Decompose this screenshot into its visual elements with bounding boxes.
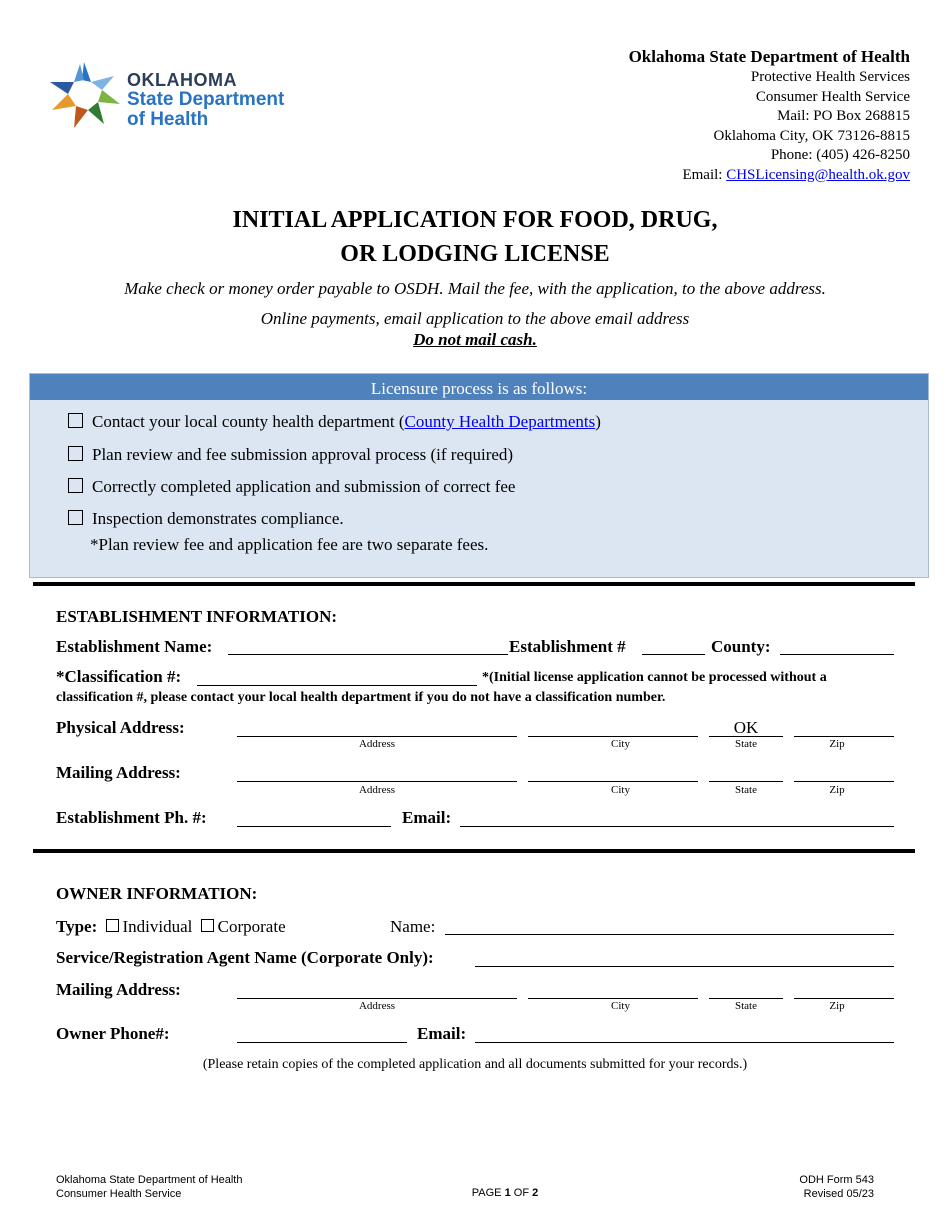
corporate-checkbox[interactable] [201, 919, 214, 932]
mailing-city-field[interactable] [528, 781, 698, 782]
mailing-address-field[interactable] [237, 781, 517, 782]
owner-type-row [56, 917, 286, 937]
logo-line-3: of Health [127, 109, 209, 130]
agency-name: Oklahoma State Department of Health [628, 47, 910, 66]
classification-label: *Classification #: [56, 667, 182, 686]
form-number: ODH Form 543 [799, 1174, 874, 1186]
page-of: OF [510, 1187, 533, 1199]
county-field[interactable] [780, 654, 894, 655]
mailing-zip-field[interactable] [794, 781, 894, 782]
corporate-option: Corporate [217, 917, 286, 936]
licensure-process-panel [29, 373, 929, 578]
establishment-phone-field[interactable] [237, 826, 391, 827]
establishment-email-field[interactable] [460, 826, 894, 827]
owner-state-field[interactable] [709, 998, 783, 999]
process-heading: Licensure process is as follows: [30, 374, 928, 400]
process-item-3 [68, 477, 515, 497]
caption-city: City [611, 1000, 630, 1012]
checkbox-icon[interactable] [68, 510, 83, 525]
owner-phone-field[interactable] [237, 1042, 407, 1043]
physical-state-value: OK [733, 718, 759, 737]
checkbox-icon[interactable] [68, 478, 83, 493]
establishment-heading: ESTABLISHMENT INFORMATION: [56, 607, 338, 626]
logo-wordmark [127, 70, 284, 130]
physical-state-field[interactable] [709, 736, 783, 737]
establishment-number-label: Establishment # [509, 637, 626, 656]
owner-email-label: Email: [417, 1024, 467, 1043]
footer-agency: Oklahoma State Department of Health [56, 1174, 243, 1186]
process-item-4 [68, 509, 344, 529]
caption-city: City [611, 784, 630, 796]
caption-zip: Zip [829, 784, 845, 796]
retain-copies-note: (Please retain copies of the completed application and all documents submitted for your records.) [202, 1057, 748, 1072]
physical-city-field[interactable] [528, 736, 698, 737]
email-line [629, 166, 910, 186]
process-item-4-text: Inspection demonstrates compliance. [92, 509, 344, 528]
classification-note-2: classification #, please contact your local health department if you do not have a classification number. [56, 690, 666, 705]
section-divider [33, 582, 915, 586]
caption-city: City [611, 738, 630, 750]
mailing-state-field[interactable] [709, 781, 783, 782]
caption-zip: Zip [829, 1000, 845, 1012]
owner-heading: OWNER INFORMATION: [56, 884, 258, 903]
footer-right [799, 1173, 874, 1201]
form-title-line-2: OR LODGING LICENSE [340, 241, 610, 267]
caption-address: Address [358, 784, 396, 796]
owner-name-field[interactable] [445, 934, 894, 935]
establishment-email-label: Email: [402, 808, 452, 827]
mail-line: Mail: PO Box 268815 [777, 108, 910, 124]
owner-address-field[interactable] [237, 998, 517, 999]
owner-city-field[interactable] [528, 998, 698, 999]
process-item-1-text: Contact your local county health department ( [92, 412, 405, 431]
page-current: 1 [504, 1187, 511, 1199]
owner-name-label: Name: [390, 917, 436, 936]
process-item-3-text: Correctly completed application and submission of correct fee [92, 477, 516, 496]
section-divider [33, 849, 915, 853]
logo-line-2: State Department [127, 89, 285, 110]
page-prefix: PAGE [471, 1187, 505, 1199]
osdh-logo-star-icon [44, 58, 124, 138]
division-line: Protective Health Services [750, 69, 910, 85]
email-label: Email: [682, 166, 727, 183]
process-item-1 [68, 412, 601, 432]
county-health-link[interactable]: County Health Departments [404, 412, 596, 431]
caption-address: Address [358, 738, 396, 750]
separate-fees-note: *Plan review fee and application fee are two separate fees. [90, 535, 489, 554]
establishment-name-label: Establishment Name: [56, 637, 213, 656]
owner-phone-label: Owner Phone#: [56, 1024, 170, 1043]
revision-date: Revised 05/23 [803, 1188, 874, 1200]
individual-checkbox[interactable] [106, 919, 119, 932]
classification-note-1: *(Initial license application cannot be processed without a [482, 670, 827, 685]
physical-address-label: Physical Address: [56, 718, 185, 737]
process-item-2-text: Plan review and fee submission approval process (if required) [92, 445, 514, 464]
establishment-phone-label: Establishment Ph. #: [56, 808, 207, 827]
establishment-number-field[interactable] [642, 654, 705, 655]
agent-name-label: Service/Registration Agent Name (Corporate Only): [56, 948, 434, 967]
online-instructions: Online payments, email application to the above email address [260, 309, 690, 328]
physical-address-field[interactable] [237, 736, 517, 737]
city-line: Oklahoma City, OK 73126-8815 [713, 127, 910, 144]
owner-type-label: Type: [56, 917, 98, 936]
checkbox-icon[interactable] [68, 446, 83, 461]
phone-line: Phone: (405) 426-8250 [770, 147, 910, 163]
logo-line-1: OKLAHOMA [127, 70, 237, 90]
no-cash-warning: Do not mail cash. [413, 330, 537, 349]
agency-contact-block [629, 46, 910, 185]
checkbox-icon[interactable] [68, 413, 83, 428]
caption-zip: Zip [829, 738, 845, 750]
service-line: Consumer Health Service [755, 88, 910, 105]
caption-state: State [735, 784, 757, 796]
mailing-address-label: Mailing Address: [56, 763, 181, 782]
owner-zip-field[interactable] [794, 998, 894, 999]
payment-instructions: Make check or money order payable to OSDH. Mail the fee, with the application, to the above address. [124, 279, 826, 298]
process-item-2 [68, 445, 513, 465]
physical-zip-field[interactable] [794, 736, 894, 737]
process-item-1-end: ) [595, 412, 601, 431]
page-total: 2 [532, 1187, 539, 1199]
establishment-name-field[interactable] [228, 654, 508, 655]
agent-name-field[interactable] [475, 966, 894, 967]
individual-option: Individual [122, 917, 193, 936]
county-label: County: [711, 637, 771, 656]
caption-state: State [735, 738, 757, 750]
email-link[interactable]: CHSLicensing@health.ok.gov [726, 166, 910, 183]
caption-address: Address [358, 1000, 396, 1012]
classification-field[interactable] [197, 685, 477, 686]
owner-email-field[interactable] [475, 1042, 894, 1043]
footer-service: Consumer Health Service [56, 1188, 182, 1200]
caption-state: State [735, 1000, 757, 1012]
form-title-line-1: INITIAL APPLICATION FOR FOOD, DRUG, [232, 207, 718, 233]
owner-mailing-label: Mailing Address: [56, 980, 181, 999]
